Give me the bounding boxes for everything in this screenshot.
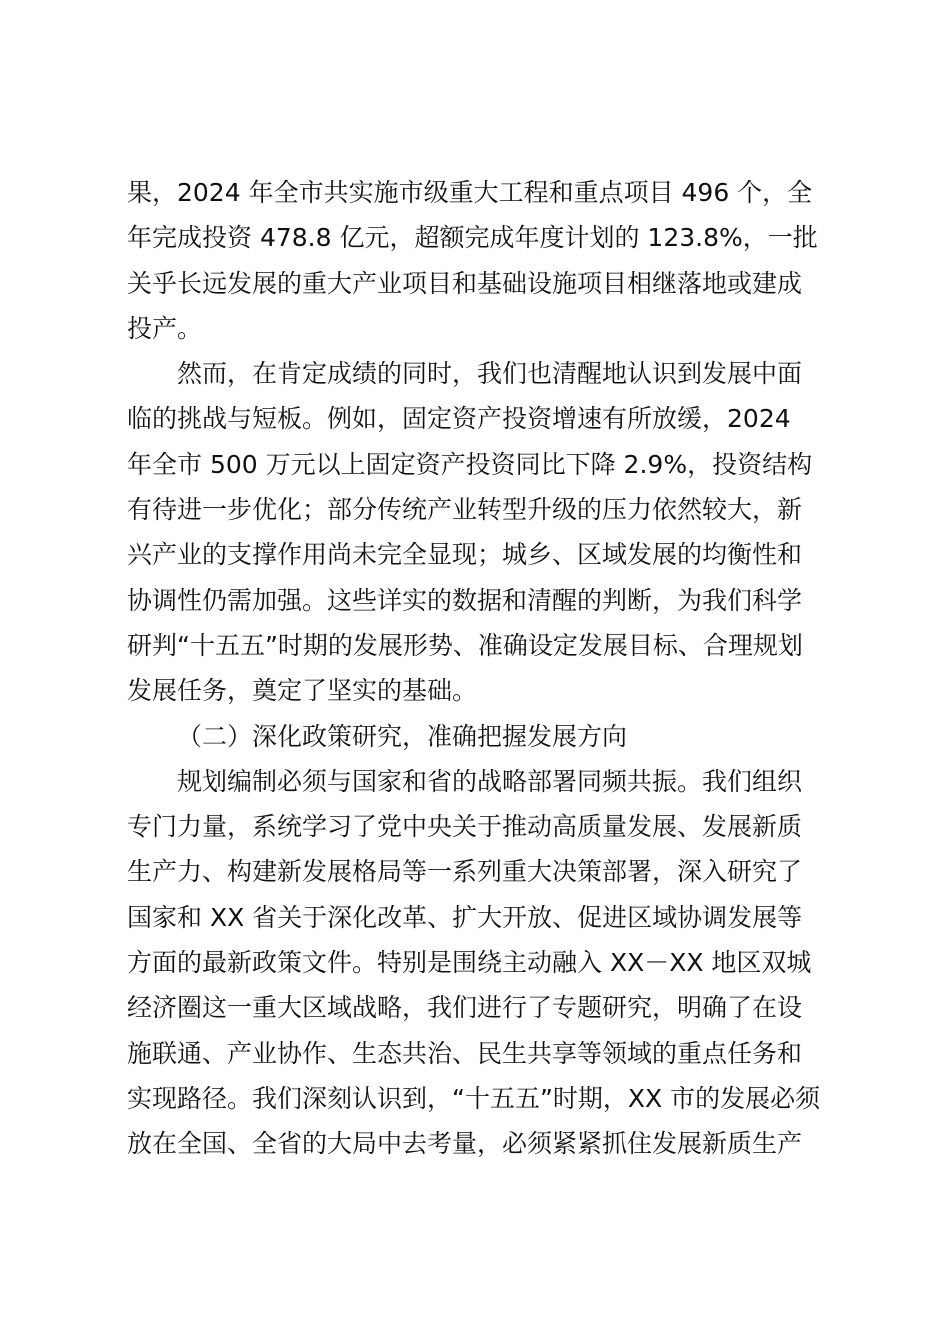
text-line: 放在全国、全省的大局中去考量，必须紧紧抓住发展新质生产 (127, 1129, 803, 1159)
text-line: 经济圈这一重大区域战略，我们进行了专题研究，明确了在设 (127, 993, 803, 1023)
text-line: 临的挑战与短板。例如，固定资产投资增速有所放缓，2024 (127, 404, 791, 434)
text-line: 规划编制必须与国家和省的战略部署同频共振。我们组织 (177, 766, 803, 796)
text-line: 协调性仍需加强。这些详实的数据和清醒的判断，为我们科学 (127, 585, 803, 615)
section-heading-text: （二）深化政策研究，准确把握发展方向 (177, 721, 628, 751)
text-line: 专门力量，系统学习了党中央关于推动高质量发展、发展新质 (127, 812, 803, 842)
text-line: 年完成投资 478.8 亿元，超额完成年度计划的 123.8%，一批 (127, 223, 818, 253)
text-line: 兴产业的支撑作用尚未完全显现；城乡、区域发展的均衡性和 (127, 540, 803, 570)
paragraph-challenges (127, 351, 827, 713)
text-line: 生产力、构建新发展格局等一系列重大决策部署，深入研究了 (127, 857, 803, 887)
document-body (127, 170, 827, 1167)
paragraph-investment-results (127, 170, 827, 351)
text-line: 实现路径。我们深刻认识到，“十五五”时期，XX 市的发展必须 (127, 1083, 821, 1113)
text-line: 发展任务，奠定了坚实的基础。 (127, 676, 478, 706)
text-line: 国家和 XX 省关于深化改革、扩大开放、促进区域协调发展等 (127, 902, 803, 932)
text-line: 年全市 500 万元以上固定资产投资同比下降 2.9%，投资结构 (127, 449, 813, 479)
text-line: 施联通、产业协作、生态共治、民生共享等领域的重点任务和 (127, 1038, 803, 1068)
section-heading (127, 714, 827, 759)
text-line: 然而，在肯定成绩的同时，我们也清醒地认识到发展中面 (177, 359, 803, 389)
paragraph-policy-research (127, 759, 827, 1167)
text-line: 有待进一步优化；部分传统产业转型升级的压力依然较大，新 (127, 495, 803, 525)
text-line: 研判“十五五”时期的发展形势、准确设定发展目标、合理规划 (127, 630, 803, 660)
text-line: 投产。 (127, 313, 203, 343)
text-line: 方面的最新政策文件。特别是围绕主动融入 XX－XX 地区双城 (127, 948, 812, 978)
text-line: 果，2024 年全市共实施市级重大工程和重点项目 496 个，全 (127, 178, 813, 207)
text-line: 关乎长远发展的重大产业项目和基础设施项目相继落地或建成 (127, 268, 803, 298)
